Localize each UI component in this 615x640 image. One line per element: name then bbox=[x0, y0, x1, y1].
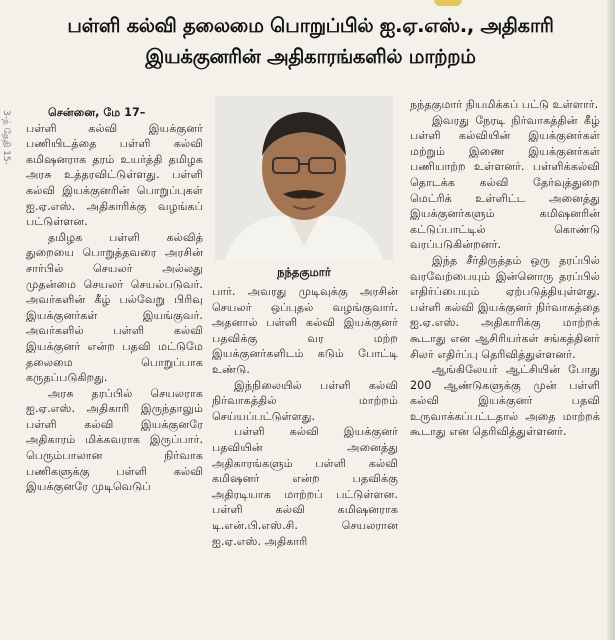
headline-line-2: இயக்குனரின் அதிகாரங்களில் மாற்றம் bbox=[145, 45, 476, 68]
column-3-paragraph-4: ஆங்கிலேயர் ஆட்சியின் போது 200 ஆண்டுகளுக்கு முன் பள்ளி கல்வி இயக்குனர் பதவி உருவாக்கப்பட்டதால் அதை மாற்றக் கூடாது என தெரிவித்துள்ளனர். bbox=[410, 363, 600, 439]
column-1-paragraph-1 bbox=[26, 105, 203, 230]
column-1-paragraph-1-text: பள்ளி கல்வி இயக்குனர் பணியிடத்தை பள்ளி கல்வி கமிஷனராக தரம் உயர்த்தி தமிழக அரசு உத்தரவிட்டுள்ளது. பள்ளி கல்வி இயக்குனரின் பொறுப்புகள் ஐ.ஏ.எஸ். அதிகாரிக்கு வழங்கப் பட்டுள்ளன. bbox=[26, 121, 203, 229]
headline bbox=[18, 10, 603, 72]
article-column-1 bbox=[26, 105, 203, 495]
column-3-paragraph-2: இவரது நேரடி நிர்வாகத்தின் கீழ் பள்ளி கல்வியின் இயக்குனர்கள் மற்றும் இணை இயக்குனர்கள் பணியாற்ற உள்ளனர். பள்ளிக்கல்வி தொடக்க கல்வி தேர்வுத்துறை மெட்ரிக் உள்ளிட்ட அனைத்து இயக்குனர்களும் கமிஷனரின் கட்டுப்பாட்டில் கொண்டு வரப்படுகின்றனர். bbox=[410, 113, 600, 252]
top-color-mark bbox=[434, 0, 462, 6]
dateline: சென்னை, மே 17– bbox=[48, 106, 146, 119]
column-3-paragraph-1: நந்தகுமார் நியமிக்கப் பட்டு உள்ளார். bbox=[410, 98, 599, 111]
column-2-paragraph-3: பள்ளி கல்வி இயக்குனர் பதவியின் அனைத்து அதிகாரங்களும் பள்ளி கல்வி கமிஷனர் என்ற பதவிக்கு அதிரடியாக மாற்றப் பட்டுள்ளன. பள்ளி கல்வி கமிஷனராக டி.என்.பி.எஸ்.சி. செயலரான ஐ.ஏ.எஸ். அதிகாரி bbox=[212, 425, 398, 548]
column-2-paragraph-1: பார். அவரது முடிவுக்கு அரசின் செயலர் ஒப்புதல் வழங்குவார். அதனால் பள்ளி கல்வி இயக்குனர் பதவிக்கு வர மற்ற இயக்குனர்களிடம் கடும் போட்டி உண்டு. bbox=[212, 285, 398, 376]
column-2-paragraph-2: இந்நிலையில் பள்ளி கல்வி நிர்வாகத்தில் மாற்றம் செய்யப்பட்டுள்ளது. bbox=[212, 378, 398, 423]
article-column-3 bbox=[410, 97, 600, 440]
margin-fragment: 3-ந் தேதி 15- bbox=[1, 110, 11, 165]
photo-caption: நந்தகுமார் bbox=[277, 265, 331, 279]
column-3-paragraph-3: இந்த சீர்திருத்தம் ஒரு தரப்பில் வரவேற்பையும் இன்னொரு தரப்பில் எதிர்ப்பையும் ஏற்படுத்தியுள்ளது. பள்ளி கல்வி இயக்குனர் நிர்வாகத்தை ஐ.ஏ.எஸ். அதிகாரிக்கு மாற்றக் கூடாது என ஆசிரியர்கள் சங்கத்தினர் சிலர் எதிர்ப்பு தெரிவித்துள்ளனர். bbox=[410, 253, 600, 361]
column-1-paragraph-2: தமிழக பள்ளி கல்வித் துறையை பொறுத்தவரை அரசின் சார்பில் செயலர் அல்லது முதன்மை செயலர் செயல்படுவர். அவர்களின் கீழ் பல்வேறு பிரிவு இயக்குனர்கள் இயங்குவர். அவர்களில் பள்ளி கல்வி இயக்குனர் என்ற பதவி மட்டுமே தலைமை பொறுப்பாக கருதப்படுகிறது. bbox=[26, 230, 203, 385]
column-1-paragraph-3: அரசு தரப்பில் செயலராக ஐ.ஏ.எஸ். அதிகாரி இருந்தாலும் பள்ளி கல்வி இயக்குனரே அதிகாரம் மிக்கவராக இருப்பார். பெரும்பாலான நிர்வாக பணிகளுக்கு பள்ளி கல்வி இயக்குனரே முடிவெடுப் bbox=[26, 386, 203, 494]
portrait-photo bbox=[215, 96, 393, 260]
page-edge bbox=[607, 0, 615, 640]
article-column-2 bbox=[212, 284, 398, 549]
portrait-illustration bbox=[215, 96, 393, 260]
headline-line-1: பள்ளி கல்வி தலைமை பொறுப்பில் ஐ.ஏ.எஸ்., அதிகாரி bbox=[67, 14, 554, 37]
